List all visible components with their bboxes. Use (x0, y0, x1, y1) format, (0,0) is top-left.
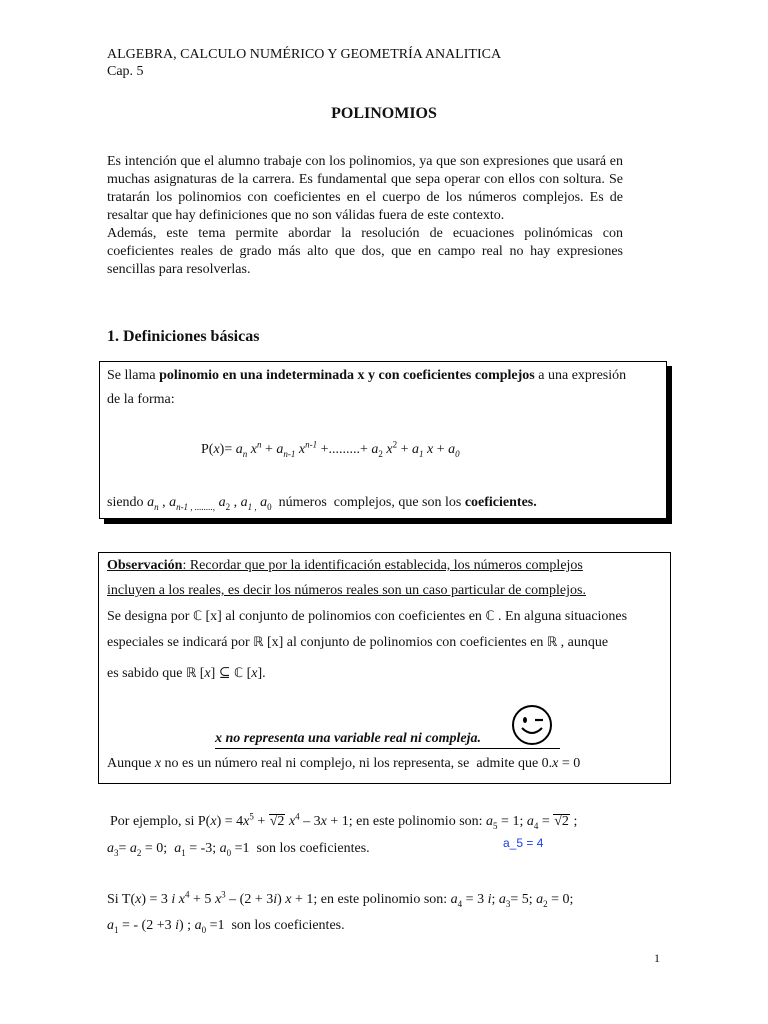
intro-paragraph-1: Es intención que el alumno trabaje con los polinomios, ya que son expresiones que usará en muchas asignaturas de la carrera. Es fundamental que sepa operar con ellos con soltura. Se tratarán los polinomios con coeficientes en el cuerpo de los números complejos. Es de resaltar que hay definiciones que no son válidas fuera de este contexto. (107, 154, 623, 223)
observation-line-5: es sabido que ℝ [x] ⊆ ℂ [x]. (107, 666, 266, 681)
handwritten-annotation: a_5 = 4 (503, 836, 544, 850)
example-2-line-2: $a_1$ = - (2 +3 i) ; $a_0 =1$ son los coeficientes. (107, 918, 345, 935)
example-1-line-1: Por ejemplo, si $P(x) = 4x^5 + √2$ $x^4 - 3x + 1$; en este polinomio son: $a_5 = 1$; $a_4 = √2$ ; (110, 811, 578, 831)
header-chapter: Cap. 5 (107, 64, 144, 79)
header-title: ALGEBRA, CALCULO NUMÉRICO Y GEOMETRÍA ANALITICA (107, 47, 502, 62)
section-heading: 1. Definiciones básicas (107, 328, 260, 345)
page-title: POLINOMIOS (331, 105, 437, 122)
intro-text (107, 153, 623, 279)
observation-last: Aunque x no es un número real ni complejo, ni los representa, se admite que 0.x = 0 (107, 756, 581, 771)
observation-label: Observación (107, 558, 183, 573)
observation-line-2: incluyen a los reales, es decir los números reales son un caso particular de complejos. (107, 583, 586, 598)
example-1-line-2: $a_3= a_2 = 0$; $a_1 = -3$; $a_0 =1$ son los coeficientes. (107, 841, 370, 858)
observation-note: x no representa una variable real ni compleja. (215, 731, 560, 749)
page-number: 1 (654, 951, 660, 965)
definition-box (99, 361, 667, 519)
observation-line-3: Se designa por ℂ [x] al conjunto de polinomios con coeficientes en ℂ . En alguna situaciones (107, 609, 628, 624)
example-2-line-1: Si T(x) = 3 i $x^4 + 5$ $x^3 - (2 + 3i) x + 1$; en este polinomio son: $a_4 = 3$ i; $a_3= 5$; $a_2 = 0$; (107, 889, 574, 909)
observation-box (98, 552, 671, 784)
definition-line-2: de la forma: (107, 392, 175, 407)
definition-term: polinomio en una indeterminada x y con coeficientes complejos (159, 368, 535, 383)
observation-line-1: Observación: Recordar que por la identificación establecida, los números complejos (107, 558, 583, 573)
definition-line-1: Se llama polinomio en una indeterminada x y con coeficientes complejos a una expresión (107, 368, 627, 383)
definition-coefficients: siendo $a_n$ , $a_{n-1 , ........,}$ $a_2$ , $a_{1 ,}$ $a_0$ números complejos, que son los coeficientes. (107, 495, 537, 512)
observation-line-4: especiales se indicará por ℝ [x] al conjunto de polinomios con coeficientes en ℝ , aunque (107, 635, 609, 650)
intro-paragraph-2: Además, este tema permite abordar la resolución de ecuaciones polinómicas con coeficientes reales de grado más alto que dos, que en campo real no hay expresiones sencillas para resolverlas. (107, 226, 623, 277)
polynomial-formula: $P(x)= a_n$ $x^n + a_{n-1}$ $x^{n-1}$ +.........+ $a_2$ $x^2 + a_1$ $x + a_0$ (201, 439, 460, 459)
